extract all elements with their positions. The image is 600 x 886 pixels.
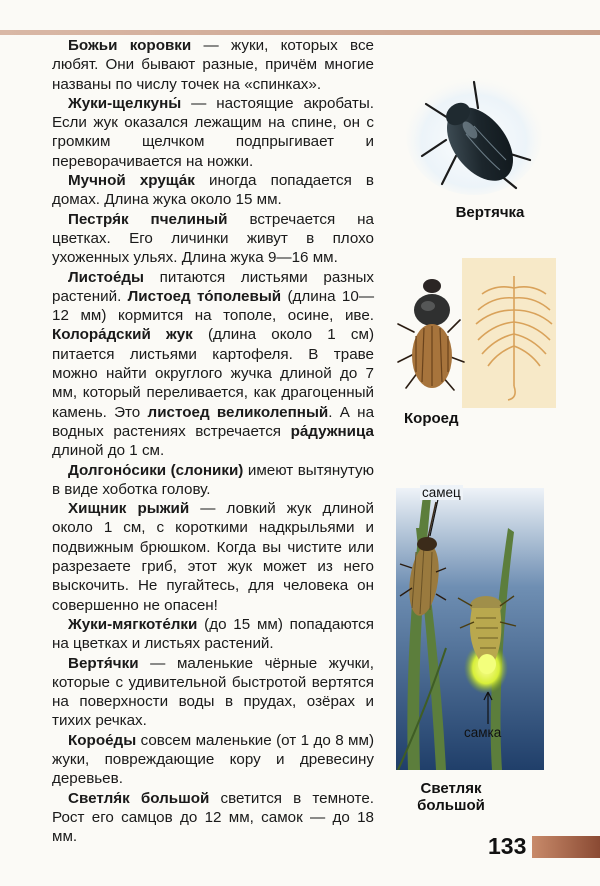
paragraph (52, 499, 374, 615)
paragraph (52, 461, 374, 500)
whirligig-caption: Вертячка (455, 204, 525, 221)
body-text: (до 15 мм) попадаются на цветках и листьях растений. (52, 615, 374, 653)
paragraph (52, 171, 374, 210)
page-tab-decoration (532, 836, 600, 858)
term-bold: Божьи коровки (68, 37, 192, 54)
paragraph (52, 210, 374, 268)
body-text: — ловкий жук длиной около 1 см, с короткими надкрыльями и подвижным брюшком. Когда вы чистите или разрезаете гриб, этот жук может из него выскочить. Не пугайтесь, для человека он совершенно не опасен! (52, 500, 374, 614)
body-text: питаются листьями разных растений. (52, 268, 374, 305)
body-text: иногда попадается в домах. Длина жука около 15 мм. (52, 172, 374, 209)
firefly-caption (410, 780, 492, 814)
term-bold: Листоед то́полевый (127, 287, 282, 305)
body-text: — жуки, которых все любят. Они бывают разные, причём многие названы по числу точек на «спинках». (52, 37, 374, 93)
body-text: (длина 10—12 мм) кормится на тополе, осине, иве. (52, 287, 375, 325)
article-text (52, 36, 374, 846)
paragraph (52, 268, 374, 461)
term-bold: ра́дужница (290, 422, 374, 440)
term-bold: Жуки-щелкуны́ (68, 94, 182, 112)
body-text: светится в темноте. Рост его самцов до 12 мм, самок — до 18 мм. (52, 789, 374, 846)
paragraph (52, 36, 374, 94)
term-bold: Листое́ды (68, 268, 145, 286)
term-bold: Мучной хруща́к (68, 172, 195, 190)
firefly-caption-line1: Светляк (420, 780, 482, 797)
term-bold: Колора́дский жук (52, 326, 193, 344)
paragraph (52, 731, 374, 789)
page-number: 133 (488, 833, 527, 859)
body-text: имеют вытянутую в виде хоботка голову. (52, 461, 374, 498)
body-text: длиной до 1 см. (52, 442, 165, 460)
term-bold: Долгоно́сики (слоники) (68, 461, 244, 479)
term-bold: Пестря́к пчелиный (68, 210, 228, 228)
female-label: самка (464, 725, 502, 740)
paragraph (52, 789, 374, 847)
paragraph (52, 615, 374, 654)
term-bold: Светля́к большой (68, 789, 210, 807)
body-text: — настоящие акробаты. Если жук оказался лежащим на спине, он с громким щелчком подпрыгивает и переворачивается на ножки. (52, 94, 374, 170)
body-text: (длина около 1 см) питается листьями картофеля. В траве можно найти округлого жучка длиной до 7 мм, который переливается, как драгоценный камень. Это (52, 326, 375, 421)
bark-beetle-caption: Короед (404, 410, 459, 427)
firefly-caption-line2: большой (417, 797, 485, 814)
body-text: — маленькие чёрные жучки, которые с удивительной быстротой вертятся на поверхности воды в прудах, озёрах и тихих речках. (52, 654, 374, 730)
paragraph (52, 94, 374, 171)
term-bold: листоед великолепный (147, 403, 329, 421)
paragraph (52, 654, 374, 731)
term-bold: Вертя́чки (68, 654, 139, 672)
body-text: . А на водных растениях встречается (52, 403, 375, 440)
whirligig-beetle-illustration (396, 60, 546, 200)
body-text: совсем маленькие (от 1 до 8 мм) жуки, повреждающие кору и древесину деревьев. (52, 731, 374, 788)
term-bold: Корое́ды (68, 731, 137, 749)
body-text: встречается на цветках. Его личинки живут в плохо ухоженных ульях. Длина жука 9—16 мм. (52, 210, 374, 267)
male-label: самец (422, 485, 461, 500)
top-rule (0, 30, 600, 35)
term-bold: Хищник рыжий (68, 500, 190, 518)
bark-beetle-illustration (396, 258, 556, 408)
term-bold: Жуки-мягкоте́лки (68, 615, 198, 633)
